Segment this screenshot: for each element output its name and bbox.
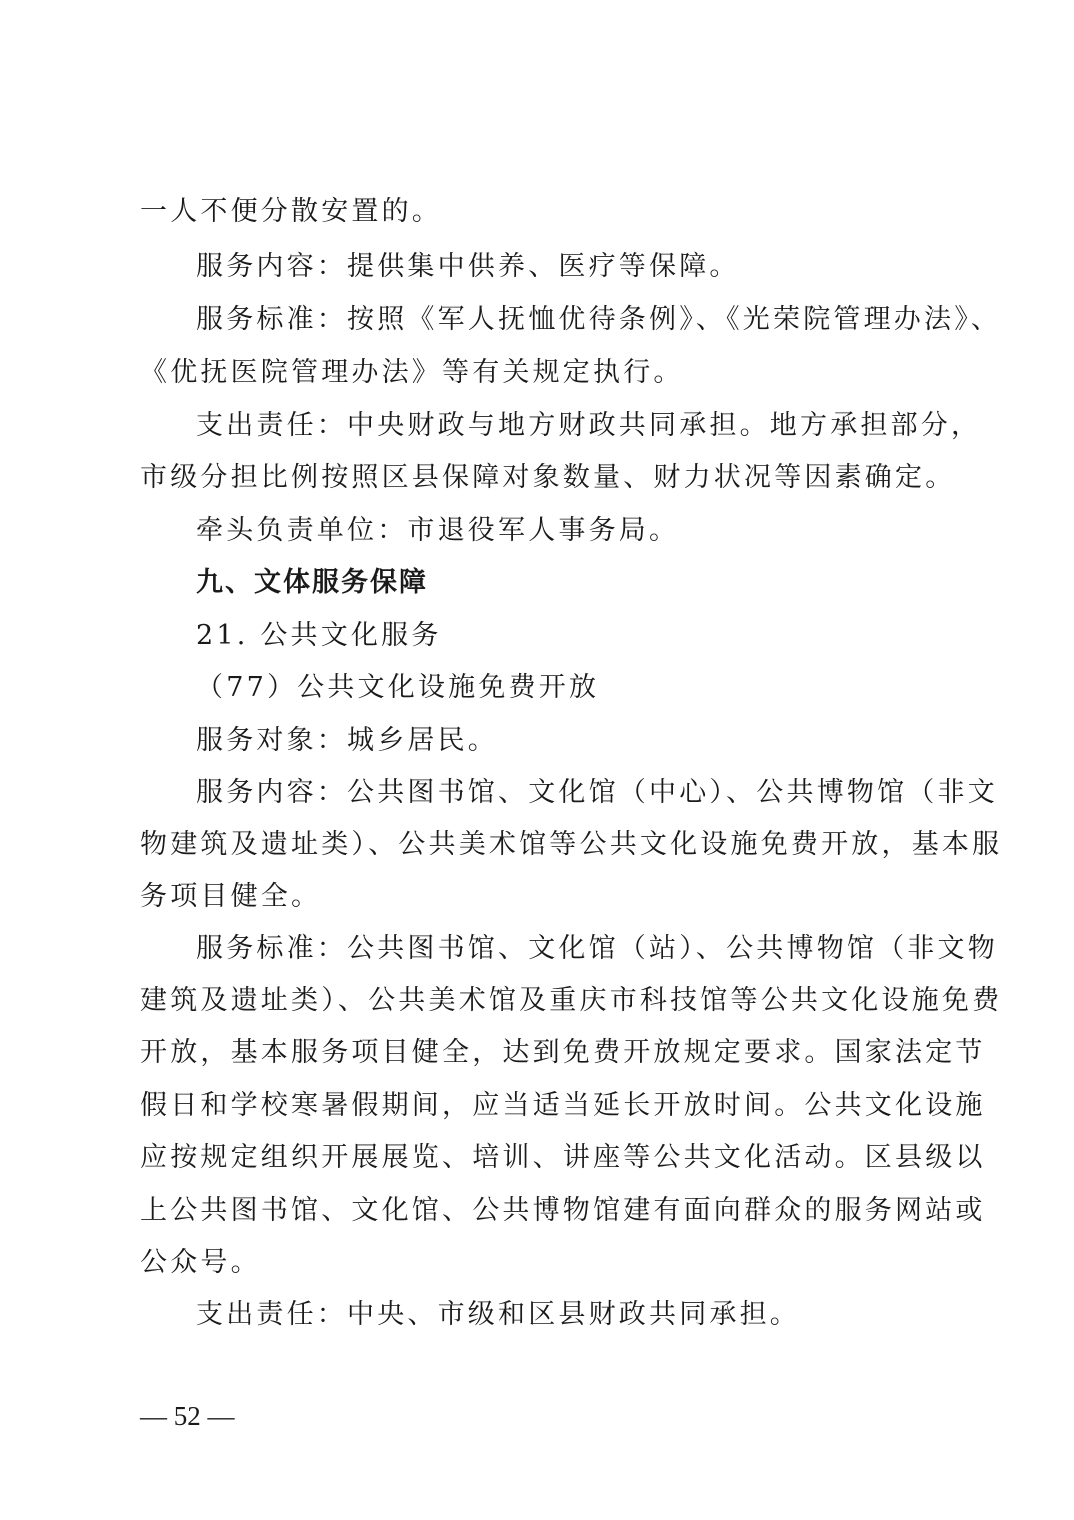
text-line: 服务标准：公共图书馆、文化馆（站）、公共博物馆（非文物 — [196, 933, 998, 964]
text-line: 开放，基本服务项目健全，达到免费开放规定要求。国家法定节 — [140, 1037, 986, 1068]
text-line: 公众号。 — [140, 1247, 261, 1278]
subsection-heading: 21. 公共文化服务 — [196, 620, 442, 651]
page-number: — 52 — — [140, 1401, 235, 1431]
section-heading: 九、文体服务保障 — [196, 567, 428, 598]
text-line: 一人不便分散安置的。 — [140, 196, 442, 227]
text-line: 市级分担比例按照区县保障对象数量、财力状况等因素确定。 — [140, 462, 956, 493]
text-line: 假日和学校寒暑假期间，应当适当延长开放时间。公共文化设施 — [140, 1090, 986, 1121]
text-line: 建筑及遗址类）、公共美术馆及重庆市科技馆等公共文化设施免费 — [140, 985, 1003, 1016]
text-line: 务项目健全。 — [140, 881, 322, 912]
text-line: 服务标准：按照《军人抚恤优待条例》、《光荣院管理办法》、 — [196, 304, 1002, 335]
text-line: 服务对象：城乡居民。 — [196, 725, 498, 756]
text-line: 牵头负责单位：市退役军人事务局。 — [196, 515, 680, 546]
text-line: 服务内容：提供集中供养、医疗等保障。 — [196, 251, 740, 282]
item-heading: （77）公共文化设施免费开放 — [196, 672, 600, 703]
text-line: 支出责任：中央、市级和区县财政共同承担。 — [196, 1299, 800, 1330]
text-line: 上公共图书馆、文化馆、公共博物馆建有面向群众的服务网站或 — [140, 1195, 986, 1226]
text-line: 服务内容：公共图书馆、文化馆（中心）、公共博物馆（非文 — [196, 777, 998, 808]
text-line: 支出责任：中央财政与地方财政共同承担。地方承担部分， — [196, 410, 982, 441]
text-line: 应按规定组织开展展览、培训、讲座等公共文化活动。区县级以 — [140, 1142, 986, 1173]
text-line: 《优抚医院管理办法》等有关规定执行。 — [140, 357, 684, 388]
text-line: 物建筑及遗址类）、公共美术馆等公共文化设施免费开放，基本服 — [140, 829, 1003, 860]
